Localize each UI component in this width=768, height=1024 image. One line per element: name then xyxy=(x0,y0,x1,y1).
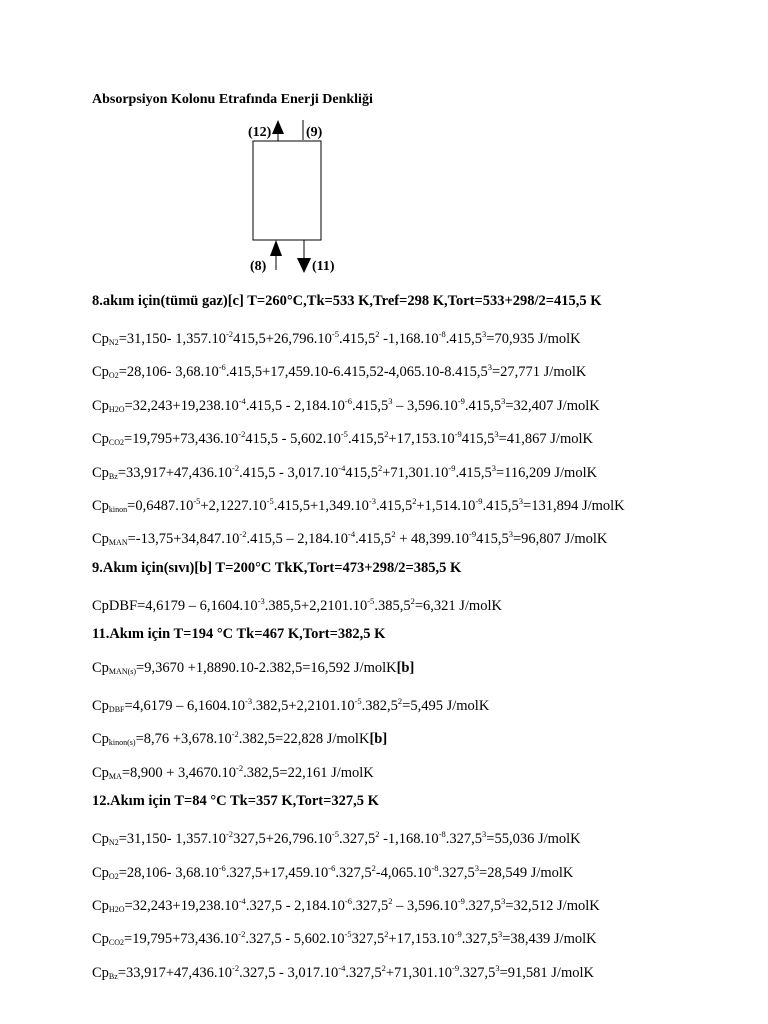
superscript: -6 xyxy=(218,863,226,873)
equation-text: 415,5 xyxy=(461,431,495,447)
stream-12-arrowhead xyxy=(272,120,284,134)
superscript: -2 xyxy=(231,729,239,739)
equation-line xyxy=(92,859,573,886)
equation-text: =131,894 J/molK xyxy=(523,498,625,514)
equation-text: Cp xyxy=(92,898,109,914)
equation-text: =32,512 J/molK xyxy=(505,898,600,914)
superscript: -9 xyxy=(452,963,460,973)
equation-text: 415,5 xyxy=(345,465,378,481)
equation-text: .415,5 - 2,184.10 xyxy=(245,398,345,414)
section-heading xyxy=(92,292,602,310)
equation-text: Cp xyxy=(92,831,109,847)
superscript: -5 xyxy=(331,829,339,839)
superscript: -6 xyxy=(328,863,336,873)
subscript: DBF xyxy=(108,705,125,714)
superscript: 3 xyxy=(482,329,487,339)
equation-text: .327,5 xyxy=(464,898,502,914)
equation-text: .415,5 - 3,017.10 xyxy=(239,465,339,481)
equation-text: 415,5 - 5,602.10 xyxy=(245,431,341,447)
equation-line xyxy=(92,959,594,986)
equation-text: .385,5+2,2101.10 xyxy=(264,598,368,614)
superscript: 2 xyxy=(391,529,396,539)
equation-text: .327,5 xyxy=(338,831,376,847)
subscript: kinon(s) xyxy=(108,738,136,747)
superscript: 2 xyxy=(412,496,417,506)
equation-text: .415,5 xyxy=(352,398,389,414)
equation-line xyxy=(92,425,593,452)
equation-text: .327,5 xyxy=(438,865,475,881)
column-drawing xyxy=(240,118,350,280)
superscript: -3 xyxy=(368,496,376,506)
superscript: 2 xyxy=(384,929,389,939)
equation-line xyxy=(92,892,600,919)
equation-text: 327,5+26,796.10 xyxy=(233,831,332,847)
superscript: 3 xyxy=(497,929,503,939)
equation-text: =9,3670 +1,8890.10-2.382,5=16,592 J/molK xyxy=(136,660,397,676)
stream-11-arrowhead xyxy=(297,258,311,273)
equation-text: =-13,75+34,847.10 xyxy=(127,531,240,547)
superscript: 2 xyxy=(375,329,380,339)
equation-text: .415,5 xyxy=(482,498,519,514)
equation-text: +71,301.10 xyxy=(385,965,453,981)
equation-text: .382,5=22,161 J/molK xyxy=(243,765,374,781)
equation-text: Cp xyxy=(92,531,109,547)
superscript: -5 xyxy=(354,696,362,706)
equation-text: 12.Akım için T=84 °C Tk=357 K,Tort=327,5 K xyxy=(92,793,379,809)
superscript: -4 xyxy=(238,396,246,406)
equation-text: .415,5 xyxy=(355,531,392,547)
subscript: CO2 xyxy=(108,938,125,947)
page-title: Absorpsiyon Kolonu Etrafında Enerji Denkliği xyxy=(92,92,373,107)
equation-text: =33,917+47,436.10 xyxy=(117,965,233,981)
superscript: -2 xyxy=(232,963,240,973)
equation-text: Cp xyxy=(92,498,109,514)
superscript: 2 xyxy=(388,896,393,906)
stream-8-label: (8) xyxy=(250,259,267,274)
superscript: -5 xyxy=(367,596,375,606)
equation-text: +17,153.10 xyxy=(388,431,455,447)
equation-line xyxy=(92,525,607,552)
equation-line xyxy=(92,725,387,752)
equation-text: Cp xyxy=(92,660,109,676)
superscript: -9 xyxy=(448,463,456,473)
superscript: -2 xyxy=(236,763,244,773)
equation-text: 415,5 xyxy=(476,531,509,547)
subscript: MA xyxy=(108,772,122,781)
superscript: 2 xyxy=(384,429,389,439)
superscript: 3 xyxy=(491,463,496,473)
subscript: Bz xyxy=(108,472,118,481)
superscript: 3 xyxy=(388,396,393,406)
equation-text: .327,5 xyxy=(445,831,483,847)
equation-text: – 3,596.10 xyxy=(392,898,458,914)
equation-text: .415,5 xyxy=(445,331,483,347)
superscript: -2 xyxy=(239,529,247,539)
equation-text: -1,168.10 xyxy=(379,831,439,847)
superscript: -6 xyxy=(344,896,352,906)
superscript: -5 xyxy=(266,496,274,506)
stream-9-label: (9) xyxy=(306,125,323,140)
section-heading xyxy=(92,559,461,577)
equation-text: CpDBF=4,6179 – 6,1604.10 xyxy=(92,598,258,614)
equation-text: .415,5+1,349.10 xyxy=(273,498,369,514)
equation-text: =32,243+19,238.10 xyxy=(124,398,239,414)
equation-line xyxy=(92,459,597,486)
equation-text: Cp xyxy=(92,698,109,714)
equation-text: .327,5 - 2,184.10 xyxy=(245,898,345,914)
equation-text: +17,153.10 xyxy=(388,931,455,947)
subscript: N2 xyxy=(108,338,119,347)
superscript: -9 xyxy=(457,896,465,906)
subscript: O2 xyxy=(108,371,119,380)
superscript: 3 xyxy=(518,496,524,506)
superscript: -6 xyxy=(344,396,352,406)
superscript: 2 xyxy=(375,829,380,839)
superscript: -3 xyxy=(257,596,265,606)
equation-text: =32,407 J/molK xyxy=(505,398,600,414)
equation-text: 415,5+26,796.10 xyxy=(233,331,332,347)
superscript: 2 xyxy=(410,596,415,606)
equation-text: =19,795+73,436.10 xyxy=(124,431,239,447)
equation-text: =6,321 J/molK xyxy=(414,598,502,614)
equation-text: =41,867 J/molK xyxy=(498,431,593,447)
equation-text: =28,106- 3,68.10 xyxy=(118,865,219,881)
superscript: -4 xyxy=(338,963,346,973)
column-box xyxy=(253,141,321,240)
equation-text: [b] xyxy=(369,731,388,747)
subscript: H2O xyxy=(108,905,125,914)
subscript: MAN(s) xyxy=(108,667,137,676)
equation-text: Cp xyxy=(92,331,109,347)
equation-text: =8,76 +3,678.10 xyxy=(135,731,232,747)
subscript: CO2 xyxy=(108,438,125,447)
superscript: 3 xyxy=(487,362,492,372)
equation-text: .327,5 - 3,017.10 xyxy=(239,965,339,981)
equation-text: .327,5 xyxy=(459,965,496,981)
equation-text: .327,5 xyxy=(352,898,389,914)
equation-text: Cp xyxy=(92,965,109,981)
superscript: -5 xyxy=(193,496,201,506)
equation-text: .382,5 xyxy=(361,698,398,714)
equation-text: Cp xyxy=(92,865,109,881)
stream-8-arrowhead xyxy=(270,240,282,256)
subscript: MAN xyxy=(108,538,128,547)
superscript: 3 xyxy=(495,963,500,973)
equation-text: Cp xyxy=(92,431,109,447)
equation-text: .327,5 - 5,602.10 xyxy=(245,931,345,947)
superscript: 3 xyxy=(474,863,480,873)
equation-line xyxy=(92,392,600,419)
stream-12-label: (12) xyxy=(248,125,272,140)
equation-text: =19,795+73,436.10 xyxy=(124,931,239,947)
superscript: 2 xyxy=(381,963,386,973)
superscript: -4 xyxy=(338,463,346,473)
superscript: 2 xyxy=(377,463,383,473)
equation-text: =55,036 J/molK xyxy=(486,831,581,847)
equation-text: =116,209 J/molK xyxy=(495,465,598,481)
superscript: -4 xyxy=(348,529,356,539)
equation-line xyxy=(92,492,625,519)
superscript: 3 xyxy=(508,529,513,539)
equation-line xyxy=(92,325,581,352)
equation-text: .415,5 – 2,184.10 xyxy=(246,531,348,547)
superscript: 3 xyxy=(501,396,506,406)
equation-text: =8,900 + 3,4670.10 xyxy=(121,765,237,781)
superscript: 3 xyxy=(501,896,506,906)
equation-text: .415,5 xyxy=(455,465,492,481)
superscript: -5 xyxy=(331,329,339,339)
equation-line xyxy=(92,659,414,681)
equation-text: +2,1227.10 xyxy=(200,498,267,514)
equation-line xyxy=(92,358,586,385)
superscript: -9 xyxy=(475,496,483,506)
superscript: -8 xyxy=(431,863,439,873)
superscript: -4 xyxy=(238,896,246,906)
equation-text: .385,5 xyxy=(374,598,411,614)
equation-line xyxy=(92,692,489,719)
equation-text: =0,6487.10 xyxy=(127,498,194,514)
subscript: O2 xyxy=(108,872,119,881)
stream-11-label: (11) xyxy=(312,259,335,274)
equation-text: 8.akım için(tümü gaz)[c] T=260°C,Tk=533 K,Tref=298 K,Tort=533+298/2=415,5 K xyxy=(92,293,602,309)
equation-text: =96,807 J/molK xyxy=(513,531,608,547)
equation-text: Cp xyxy=(92,731,109,747)
equation-text: =31,150- 1,357.10 xyxy=(118,831,226,847)
equation-text: +1,514.10 xyxy=(416,498,476,514)
equation-line xyxy=(92,759,374,786)
section-heading xyxy=(92,625,385,643)
equation-text: =70,935 J/molK xyxy=(486,331,581,347)
superscript: -2 xyxy=(225,329,234,339)
equation-text: .327,5 xyxy=(345,965,382,981)
superscript: -9 xyxy=(454,929,462,939)
superscript: 2 xyxy=(397,696,403,706)
equation-text: Cp xyxy=(92,364,109,380)
superscript: -2 xyxy=(238,929,246,939)
equation-text: .415,5+17,459.10-6.415,52-4,065.10-8.415,5 xyxy=(225,364,488,380)
section-heading xyxy=(92,792,379,810)
equation-text: [b] xyxy=(396,660,415,676)
equation-text: .415,5 xyxy=(464,398,502,414)
equation-text: =4,6179 – 6,1604.10 xyxy=(124,698,246,714)
equation-text: – 3,596.10 xyxy=(392,398,458,414)
equation-text: .327,5 xyxy=(461,931,498,947)
equation-text: .415,5 xyxy=(338,331,376,347)
superscript: 3 xyxy=(482,829,487,839)
superscript: -2 xyxy=(238,429,246,439)
equation-text: Cp xyxy=(92,398,109,414)
superscript: -9 xyxy=(457,396,465,406)
equation-text: Cp xyxy=(92,931,109,947)
absorption-column-diagram xyxy=(240,118,350,280)
equation-text: 11.Akım için T=194 °C Tk=467 K,Tort=382,5 K xyxy=(92,626,386,642)
equation-text: =91,581 J/molK xyxy=(499,965,594,981)
equation-text: =38,439 J/molK xyxy=(502,931,597,947)
equation-text: .382,5=22,828 J/molK xyxy=(238,731,370,747)
superscript: -8 xyxy=(438,329,446,339)
equation-text: -1,168.10 xyxy=(379,331,439,347)
subscript: N2 xyxy=(108,838,119,847)
equation-text: =5,495 J/molK xyxy=(402,698,490,714)
superscript: -9 xyxy=(469,529,477,539)
equation-text: =28,549 J/molK xyxy=(479,865,574,881)
superscript: -3 xyxy=(245,696,253,706)
superscript: -6 xyxy=(218,362,226,372)
superscript: 2 xyxy=(371,863,376,873)
superscript: -8 xyxy=(438,829,446,839)
subscript: Bz xyxy=(108,972,118,981)
superscript: -2 xyxy=(225,829,234,839)
equation-line xyxy=(92,592,502,615)
equation-line xyxy=(92,825,581,852)
equation-text: 327,5 xyxy=(351,931,385,947)
equation-text: +71,301.10 xyxy=(382,465,449,481)
subscript: H2O xyxy=(108,405,125,414)
equation-text: .415,5 xyxy=(347,431,385,447)
equation-text: 9.Akım için(sıvı)[b] T=200°C TkK,Tort=473+298/2=385,5 K xyxy=(92,560,462,576)
superscript: 3 xyxy=(494,429,499,439)
equation-text: + 48,399.10 xyxy=(395,531,470,547)
equation-text: .382,5+2,2101.10 xyxy=(252,698,355,714)
equation-text: Cp xyxy=(92,465,109,481)
equation-text: .415,5 xyxy=(376,498,413,514)
superscript: -5 xyxy=(340,429,348,439)
equation-text: =28,106- 3,68.10 xyxy=(118,364,219,380)
equation-text: =31,150- 1,357.10 xyxy=(118,331,226,347)
equation-text: =27,771 J/molK xyxy=(491,364,587,380)
equation-text: =33,917+47,436.10 xyxy=(117,465,233,481)
subscript: kinon xyxy=(108,505,128,514)
superscript: -9 xyxy=(454,429,462,439)
equation-line xyxy=(92,925,597,952)
equation-text: .327,5+17,459.10 xyxy=(225,865,329,881)
equation-text: -4,065.10 xyxy=(375,865,432,881)
equation-text: Cp xyxy=(92,765,109,781)
superscript: -2 xyxy=(232,463,240,473)
equation-text: .327,5 xyxy=(335,865,372,881)
superscript: -5 xyxy=(344,929,352,939)
equation-text: =32,243+19,238.10 xyxy=(124,898,239,914)
